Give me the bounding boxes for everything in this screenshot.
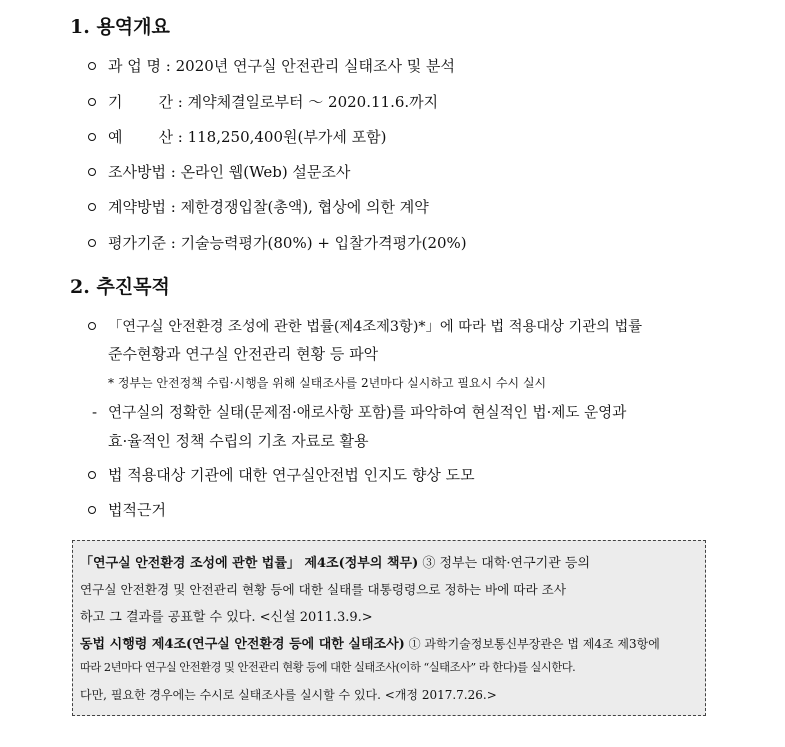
purpose-text: 법 적용대상 기관에 대한 연구실안전법 인지도 향상 도모	[108, 466, 475, 484]
item-label: 조사방법	[108, 163, 166, 181]
circle-bullet-icon	[88, 317, 108, 335]
item-label: 기 간	[108, 93, 173, 111]
overview-item-evaluation: 평가기준 : 기술능력평가(80%) + 입찰가격평가(20%)	[88, 232, 467, 253]
law1-text: ③ 정부는 대학·연구기관 등의	[418, 556, 591, 571]
law2-text: ① 과학기술정보통신부장관은 법 제4조 제3항에	[404, 637, 660, 651]
circle-bullet-icon	[88, 93, 108, 111]
overview-item-project-name: 과 업 명 : 2020년 연구실 안전관리 실태조사 및 분석	[88, 55, 455, 76]
circle-bullet-icon	[88, 501, 108, 519]
circle-bullet-icon	[88, 128, 108, 146]
section1-title: 1. 용역개요	[70, 16, 170, 38]
purpose-item-2	[92, 401, 626, 422]
purpose-text: 법적근거	[108, 501, 166, 519]
item-label: 예 산	[108, 128, 173, 146]
purpose-item-2-continued: 효·율적인 정책 수립의 기초 자료로 활용	[108, 432, 369, 450]
item-value: 온라인 웹(Web) 설문조사	[180, 163, 351, 181]
section2-title: 2. 추진목적	[70, 276, 170, 298]
law2-line3: 다만, 필요한 경우에는 수시로 실태조사를 실시할 수 있다. <개정 2017.7.26.>	[80, 688, 497, 702]
law2-line2: 따라 2년마다 연구실 안전환경 및 안전관리 현황 등에 대한 실태조사(이하 “실태조사” 라 한다)를 실시한다.	[80, 661, 576, 674]
footnote: * 정부는 안전정책 수립·시행을 위해 실태조사를 2년마다 실시하고 필요시 수시 실시	[108, 376, 547, 390]
circle-bullet-icon	[88, 163, 108, 181]
dash-bullet: -	[92, 403, 98, 421]
item-value: 기술능력평가(80%) + 입찰가격평가(20%)	[180, 234, 467, 252]
item-value: 제한경쟁입찰(총액), 협상에 의한 계약	[180, 198, 429, 216]
circle-bullet-icon	[88, 466, 108, 484]
overview-item-survey-method: 조사방법 : 온라인 웹(Web) 설문조사	[88, 161, 350, 182]
circle-bullet-icon	[88, 198, 108, 216]
purpose-item-4	[88, 499, 166, 520]
law1-title: 「연구실 안전환경 조성에 관한 법률」 제4조(정부의 책무)	[80, 556, 419, 571]
law1-line2: 연구실 안전환경 및 안전관리 현황 등에 대한 실태를 대통령령으로 정하는 바에 따라 조사	[80, 582, 566, 597]
circle-bullet-icon	[88, 234, 108, 252]
overview-item-contract-method: 계약방법 : 제한경쟁입찰(총액), 협상에 의한 계약	[88, 196, 429, 217]
purpose-text: 연구실의 정확한 실태(문제점·애로사항 포함)를 파악하여 현실적인 법·제도 운영과	[108, 404, 627, 421]
item-label: 평가기준	[108, 234, 166, 252]
item-label: 계약방법	[108, 198, 166, 216]
purpose-item-1-continued: 준수현황과 연구실 안전관리 현황 등 파악	[108, 345, 379, 363]
overview-item-period: 기 간 : 계약체결일로부터 ～ 2020.11.6.까지	[88, 91, 438, 112]
item-value: 118,250,400원(부가세 포함)	[187, 128, 387, 146]
purpose-item-1	[88, 316, 642, 336]
purpose-text: 「연구실 안전환경 조성에 관한 법률(제4조제3항)*」에 따라 법 적용대상 기관의 법률	[108, 319, 643, 335]
item-value: 계약체결일로부터 ～ 2020.11.6.까지	[187, 93, 439, 111]
law1-line1	[80, 552, 590, 571]
overview-item-budget: 예 산 : 118,250,400원(부가세 포함)	[88, 126, 386, 147]
item-label: 과 업 명	[108, 57, 162, 75]
circle-bullet-icon	[88, 57, 108, 75]
law2-title: 동법 시행령 제4조(연구실 안전환경 등에 대한 실태조사)	[80, 637, 405, 652]
law2-line1	[80, 633, 660, 652]
law1-line3: 하고 그 결과를 공표할 수 있다. <신설 2011.3.9.>	[80, 610, 373, 625]
item-value: 2020년 연구실 안전관리 실태조사 및 분석	[175, 57, 455, 75]
purpose-item-3	[88, 464, 475, 485]
